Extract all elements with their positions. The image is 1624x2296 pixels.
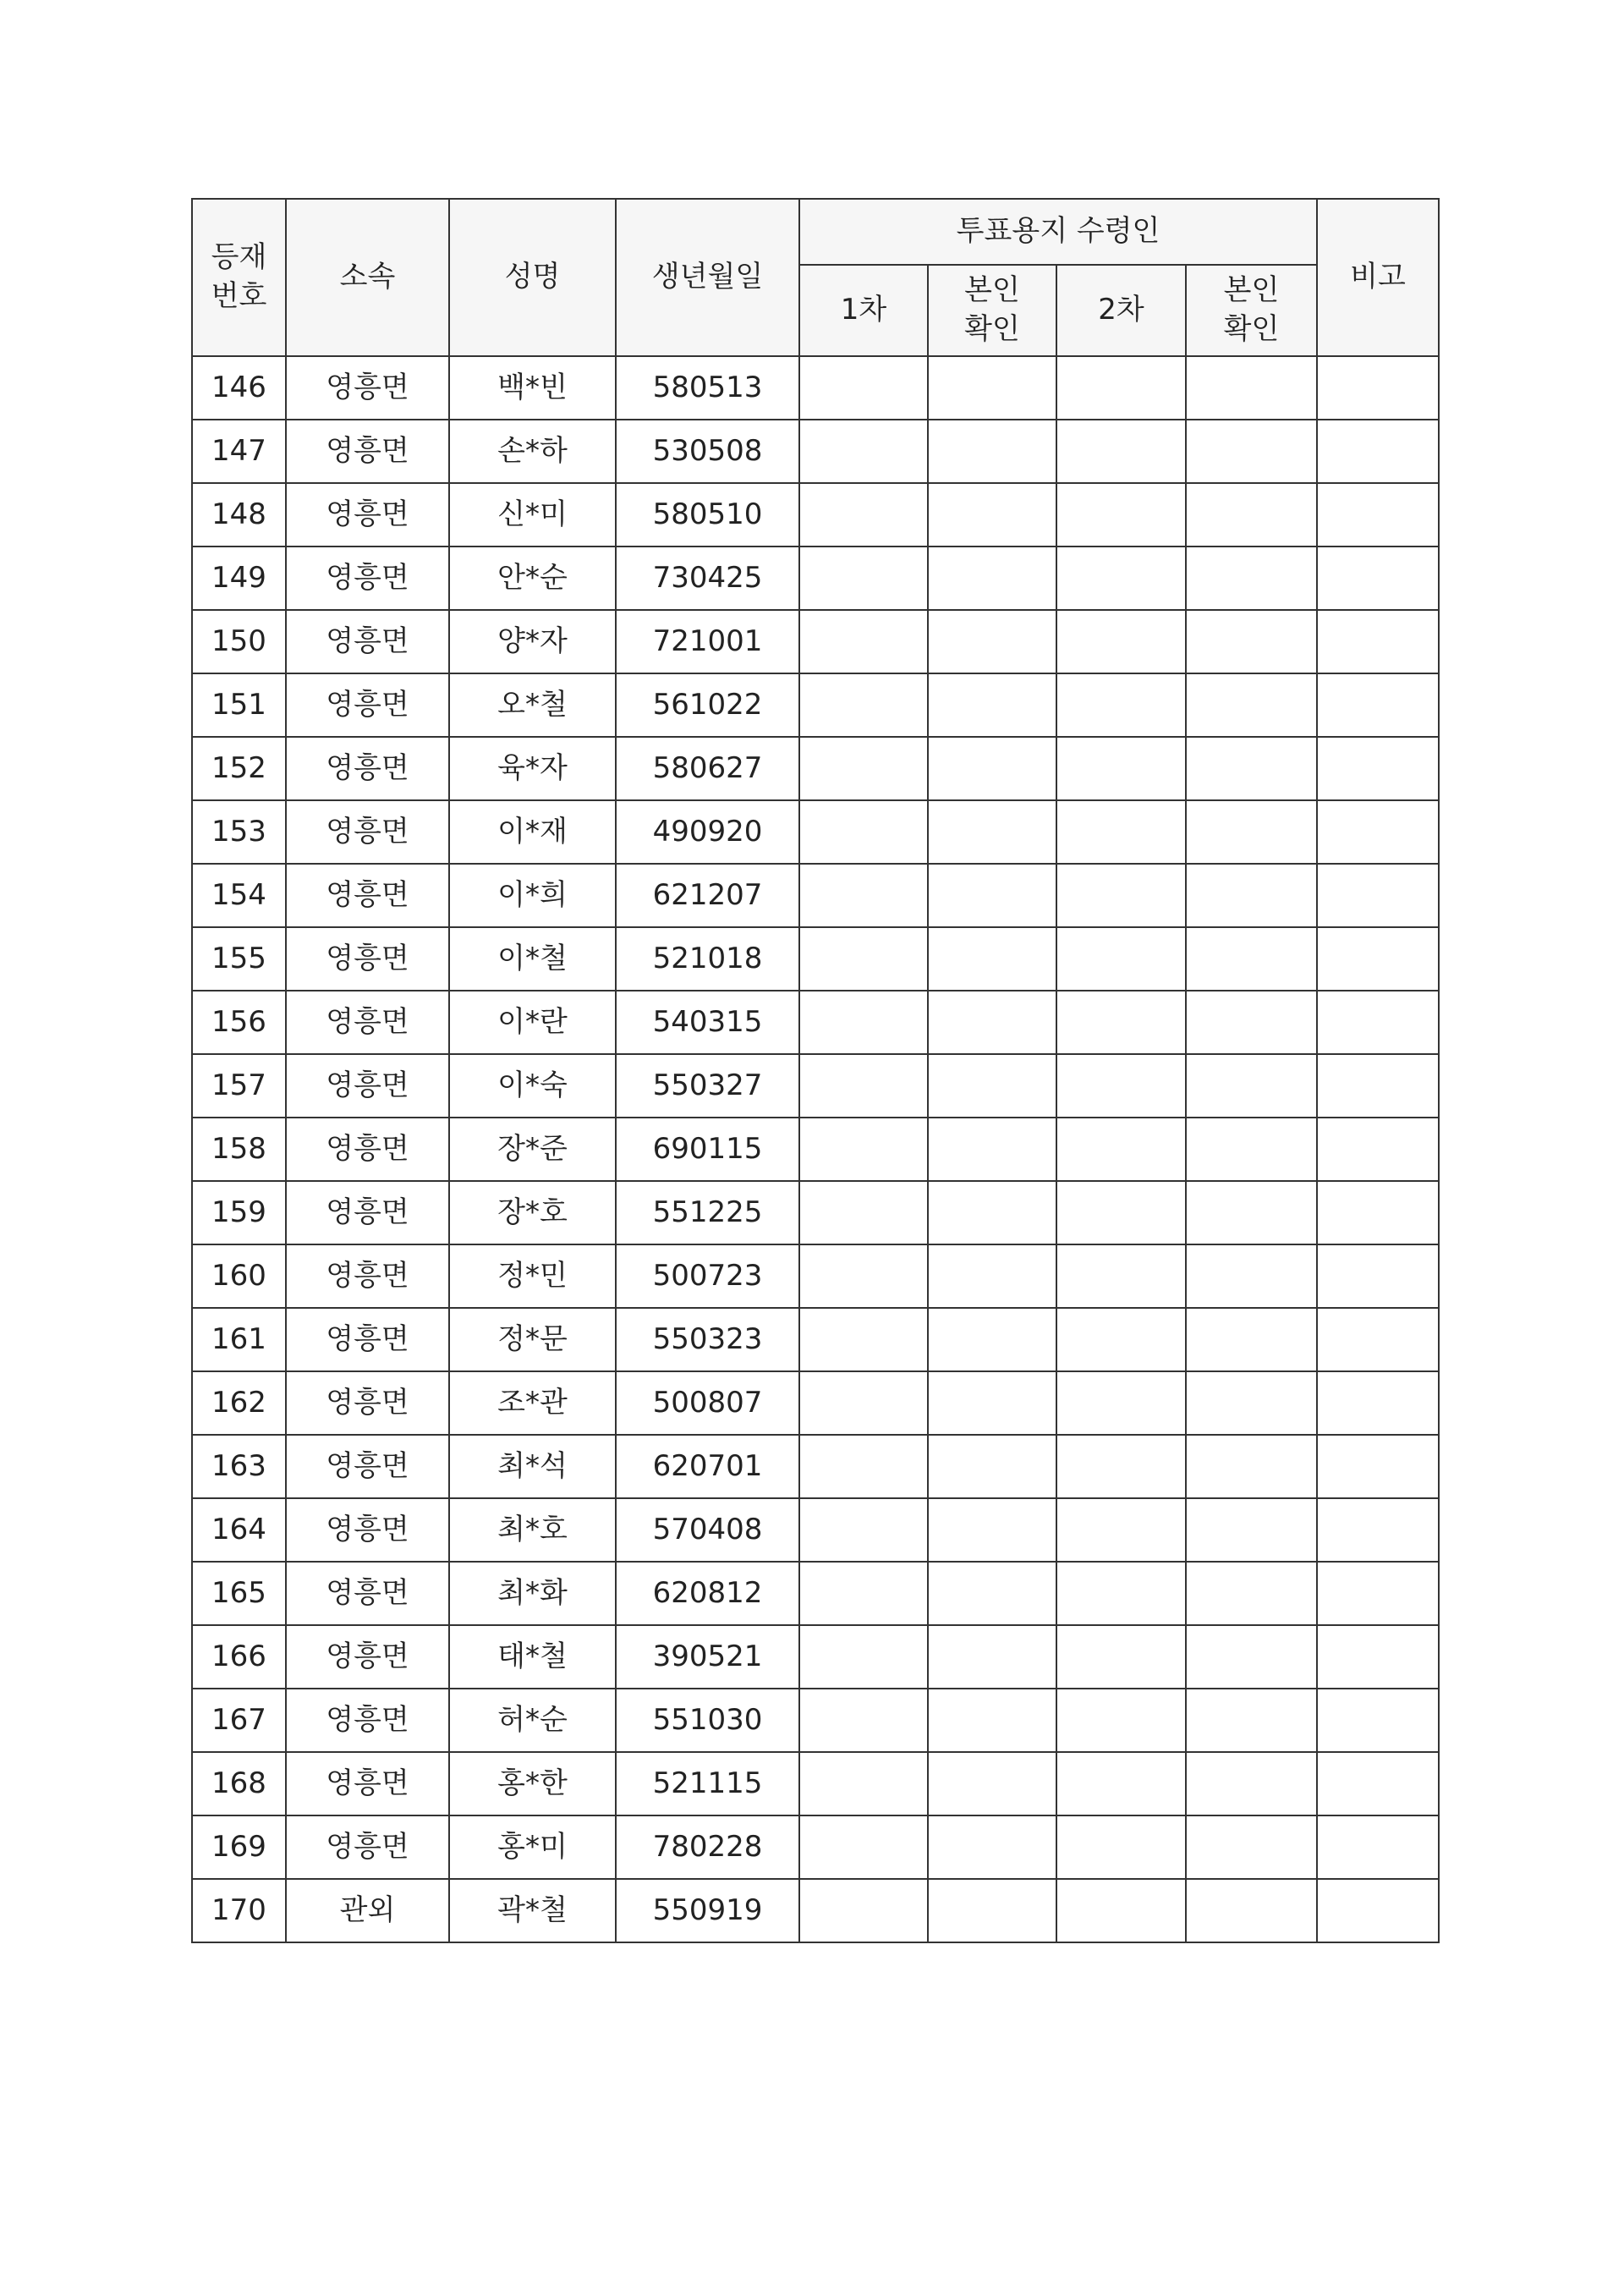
cell-name: 안*순 (449, 547, 616, 610)
cell-reg-no: 155 (192, 927, 286, 991)
cell-round-1 (799, 1689, 928, 1752)
cell-self-check-2 (1186, 1625, 1317, 1689)
cell-dept: 영흥면 (286, 356, 449, 420)
cell-round-1 (799, 1625, 928, 1689)
table-row (192, 1244, 1439, 1308)
cell-note (1317, 1752, 1439, 1815)
table-row (192, 356, 1439, 420)
cell-name: 손*하 (449, 420, 616, 483)
cell-self-check-1 (928, 1815, 1056, 1879)
cell-round-2 (1056, 1689, 1186, 1752)
cell-birth: 721001 (616, 610, 799, 673)
cell-self-check-2 (1186, 927, 1317, 991)
cell-note (1317, 1308, 1439, 1371)
cell-reg-no: 164 (192, 1498, 286, 1562)
cell-birth: 730425 (616, 547, 799, 610)
cell-dept: 영흥면 (286, 483, 449, 547)
cell-round-1 (799, 927, 928, 991)
header-ballot-recipient: 투표용지 수령인 (799, 199, 1317, 265)
cell-note (1317, 1054, 1439, 1118)
cell-self-check-1 (928, 1752, 1056, 1815)
cell-dept: 영흥면 (286, 737, 449, 800)
cell-dept: 영흥면 (286, 1244, 449, 1308)
cell-reg-no: 169 (192, 1815, 286, 1879)
cell-birth: 551225 (616, 1181, 799, 1244)
cell-self-check-1 (928, 1371, 1056, 1435)
cell-name: 최*석 (449, 1435, 616, 1498)
cell-dept: 영흥면 (286, 1689, 449, 1752)
cell-birth: 550327 (616, 1054, 799, 1118)
cell-note (1317, 420, 1439, 483)
cell-name: 최*호 (449, 1498, 616, 1562)
cell-self-check-1 (928, 483, 1056, 547)
cell-note (1317, 991, 1439, 1054)
cell-birth: 551030 (616, 1689, 799, 1752)
cell-name: 신*미 (449, 483, 616, 547)
cell-birth: 580627 (616, 737, 799, 800)
table-row (192, 864, 1439, 927)
header-birth: 생년월일 (616, 199, 799, 356)
table-row (192, 420, 1439, 483)
cell-name: 장*준 (449, 1118, 616, 1181)
cell-round-1 (799, 1308, 928, 1371)
table-header (192, 199, 1439, 356)
cell-round-1 (799, 1181, 928, 1244)
cell-note (1317, 1625, 1439, 1689)
table-body (192, 356, 1439, 1942)
cell-self-check-1 (928, 991, 1056, 1054)
cell-dept: 영흥면 (286, 927, 449, 991)
cell-reg-no: 165 (192, 1562, 286, 1625)
cell-round-2 (1056, 1815, 1186, 1879)
cell-round-1 (799, 800, 928, 864)
cell-self-check-2 (1186, 800, 1317, 864)
cell-round-1 (799, 1371, 928, 1435)
cell-dept: 영흥면 (286, 1308, 449, 1371)
table-row (192, 1435, 1439, 1498)
cell-birth: 621207 (616, 864, 799, 927)
cell-name: 이*철 (449, 927, 616, 991)
header-round-2: 2차 (1056, 265, 1186, 356)
cell-reg-no: 158 (192, 1118, 286, 1181)
cell-self-check-2 (1186, 864, 1317, 927)
cell-dept: 영흥면 (286, 1054, 449, 1118)
cell-self-check-2 (1186, 737, 1317, 800)
table-row (192, 1562, 1439, 1625)
cell-round-2 (1056, 1752, 1186, 1815)
cell-round-2 (1056, 483, 1186, 547)
cell-reg-no: 159 (192, 1181, 286, 1244)
cell-note (1317, 1689, 1439, 1752)
cell-round-2 (1056, 1181, 1186, 1244)
cell-dept: 관외 (286, 1879, 449, 1942)
cell-dept: 영흥면 (286, 1815, 449, 1879)
cell-round-1 (799, 1752, 928, 1815)
cell-birth: 550323 (616, 1308, 799, 1371)
cell-round-2 (1056, 1498, 1186, 1562)
cell-name: 양*자 (449, 610, 616, 673)
cell-reg-no: 166 (192, 1625, 286, 1689)
cell-round-1 (799, 673, 928, 737)
table-row (192, 1308, 1439, 1371)
cell-note (1317, 547, 1439, 610)
cell-round-2 (1056, 1562, 1186, 1625)
cell-dept: 영흥면 (286, 1752, 449, 1815)
table-row (192, 1118, 1439, 1181)
cell-self-check-1 (928, 800, 1056, 864)
cell-round-1 (799, 1562, 928, 1625)
cell-reg-no: 161 (192, 1308, 286, 1371)
cell-reg-no: 148 (192, 483, 286, 547)
cell-round-2 (1056, 1435, 1186, 1498)
cell-round-2 (1056, 547, 1186, 610)
cell-round-1 (799, 420, 928, 483)
cell-round-2 (1056, 356, 1186, 420)
cell-name: 장*호 (449, 1181, 616, 1244)
cell-self-check-1 (928, 1562, 1056, 1625)
cell-name: 이*숙 (449, 1054, 616, 1118)
cell-round-2 (1056, 927, 1186, 991)
cell-self-check-2 (1186, 547, 1317, 610)
cell-self-check-2 (1186, 1815, 1317, 1879)
cell-self-check-1 (928, 1118, 1056, 1181)
header-self-check-2: 본인 확인 (1186, 265, 1317, 356)
cell-self-check-2 (1186, 1879, 1317, 1942)
cell-self-check-1 (928, 1689, 1056, 1752)
cell-round-1 (799, 737, 928, 800)
cell-dept: 영흥면 (286, 864, 449, 927)
cell-round-1 (799, 1244, 928, 1308)
cell-birth: 550919 (616, 1879, 799, 1942)
cell-name: 백*빈 (449, 356, 616, 420)
cell-round-2 (1056, 800, 1186, 864)
cell-note (1317, 356, 1439, 420)
cell-round-2 (1056, 673, 1186, 737)
cell-note (1317, 1879, 1439, 1942)
cell-self-check-1 (928, 1308, 1056, 1371)
cell-name: 홍*미 (449, 1815, 616, 1879)
cell-round-1 (799, 547, 928, 610)
cell-round-1 (799, 864, 928, 927)
cell-birth: 620812 (616, 1562, 799, 1625)
cell-round-1 (799, 483, 928, 547)
cell-reg-no: 151 (192, 673, 286, 737)
cell-dept: 영흥면 (286, 673, 449, 737)
cell-birth: 580513 (616, 356, 799, 420)
cell-note (1317, 673, 1439, 737)
cell-round-1 (799, 356, 928, 420)
cell-birth: 780228 (616, 1815, 799, 1879)
cell-self-check-2 (1186, 1118, 1317, 1181)
cell-self-check-2 (1186, 1498, 1317, 1562)
cell-birth: 540315 (616, 991, 799, 1054)
header-reg-no: 등재 번호 (192, 199, 286, 356)
cell-name: 육*자 (449, 737, 616, 800)
cell-round-1 (799, 991, 928, 1054)
cell-note (1317, 800, 1439, 864)
cell-birth: 570408 (616, 1498, 799, 1562)
cell-name: 정*민 (449, 1244, 616, 1308)
cell-round-1 (799, 1498, 928, 1562)
cell-self-check-1 (928, 1498, 1056, 1562)
cell-reg-no: 156 (192, 991, 286, 1054)
cell-name: 정*문 (449, 1308, 616, 1371)
cell-self-check-2 (1186, 1562, 1317, 1625)
cell-birth: 521115 (616, 1752, 799, 1815)
cell-name: 태*철 (449, 1625, 616, 1689)
table-row (192, 1498, 1439, 1562)
cell-note (1317, 1371, 1439, 1435)
cell-note (1317, 1435, 1439, 1498)
cell-note (1317, 1498, 1439, 1562)
cell-round-1 (799, 1054, 928, 1118)
cell-name: 이*희 (449, 864, 616, 927)
table-row (192, 1815, 1439, 1879)
table-row (192, 737, 1439, 800)
cell-note (1317, 1562, 1439, 1625)
cell-round-2 (1056, 1308, 1186, 1371)
cell-round-2 (1056, 1244, 1186, 1308)
cell-round-2 (1056, 1118, 1186, 1181)
cell-self-check-2 (1186, 1181, 1317, 1244)
cell-reg-no: 153 (192, 800, 286, 864)
cell-round-1 (799, 610, 928, 673)
table-row (192, 483, 1439, 547)
cell-self-check-2 (1186, 420, 1317, 483)
cell-reg-no: 154 (192, 864, 286, 927)
cell-round-2 (1056, 420, 1186, 483)
cell-round-1 (799, 1815, 928, 1879)
cell-self-check-2 (1186, 1752, 1317, 1815)
cell-self-check-1 (928, 1181, 1056, 1244)
cell-birth: 390521 (616, 1625, 799, 1689)
cell-self-check-1 (928, 673, 1056, 737)
table-row (192, 1054, 1439, 1118)
cell-round-2 (1056, 1054, 1186, 1118)
cell-name: 오*철 (449, 673, 616, 737)
cell-reg-no: 152 (192, 737, 286, 800)
cell-dept: 영흥면 (286, 1181, 449, 1244)
cell-self-check-2 (1186, 1689, 1317, 1752)
cell-self-check-1 (928, 864, 1056, 927)
cell-note (1317, 1181, 1439, 1244)
cell-round-2 (1056, 1879, 1186, 1942)
cell-self-check-2 (1186, 1308, 1317, 1371)
cell-round-2 (1056, 1625, 1186, 1689)
cell-round-2 (1056, 737, 1186, 800)
table-row (192, 927, 1439, 991)
header-self-check-1: 본인 확인 (928, 265, 1056, 356)
cell-birth: 620701 (616, 1435, 799, 1498)
cell-round-2 (1056, 991, 1186, 1054)
cell-dept: 영흥면 (286, 547, 449, 610)
table-row (192, 610, 1439, 673)
cell-self-check-2 (1186, 1371, 1317, 1435)
cell-note (1317, 737, 1439, 800)
cell-reg-no: 150 (192, 610, 286, 673)
cell-self-check-1 (928, 356, 1056, 420)
voter-roster-table (191, 198, 1440, 1943)
cell-note (1317, 1815, 1439, 1879)
table-row (192, 800, 1439, 864)
table-row (192, 1752, 1439, 1815)
cell-reg-no: 170 (192, 1879, 286, 1942)
cell-birth: 561022 (616, 673, 799, 737)
cell-self-check-2 (1186, 356, 1317, 420)
cell-dept: 영흥면 (286, 1118, 449, 1181)
cell-self-check-2 (1186, 1244, 1317, 1308)
cell-birth: 530508 (616, 420, 799, 483)
cell-self-check-2 (1186, 1435, 1317, 1498)
table-row (192, 1625, 1439, 1689)
cell-dept: 영흥면 (286, 1371, 449, 1435)
cell-reg-no: 167 (192, 1689, 286, 1752)
cell-name: 조*관 (449, 1371, 616, 1435)
cell-reg-no: 163 (192, 1435, 286, 1498)
cell-self-check-1 (928, 1625, 1056, 1689)
cell-self-check-1 (928, 420, 1056, 483)
cell-reg-no: 160 (192, 1244, 286, 1308)
cell-note (1317, 927, 1439, 991)
cell-note (1317, 1118, 1439, 1181)
cell-name: 이*재 (449, 800, 616, 864)
cell-birth: 500807 (616, 1371, 799, 1435)
cell-dept: 영흥면 (286, 800, 449, 864)
cell-self-check-2 (1186, 483, 1317, 547)
cell-self-check-1 (928, 927, 1056, 991)
cell-reg-no: 146 (192, 356, 286, 420)
cell-dept: 영흥면 (286, 1625, 449, 1689)
cell-self-check-1 (928, 610, 1056, 673)
cell-round-1 (799, 1435, 928, 1498)
cell-self-check-2 (1186, 991, 1317, 1054)
cell-round-2 (1056, 610, 1186, 673)
table-row (192, 1371, 1439, 1435)
cell-round-1 (799, 1118, 928, 1181)
cell-self-check-1 (928, 1244, 1056, 1308)
table-row (192, 1879, 1439, 1942)
cell-dept: 영흥면 (286, 1435, 449, 1498)
table-row (192, 1689, 1439, 1752)
cell-reg-no: 147 (192, 420, 286, 483)
header-round-1: 1차 (799, 265, 928, 356)
cell-birth: 580510 (616, 483, 799, 547)
cell-dept: 영흥면 (286, 991, 449, 1054)
table-row (192, 673, 1439, 737)
table-row (192, 1181, 1439, 1244)
header-name: 성명 (449, 199, 616, 356)
cell-round-1 (799, 1879, 928, 1942)
cell-dept: 영흥면 (286, 1562, 449, 1625)
cell-birth: 500723 (616, 1244, 799, 1308)
cell-dept: 영흥면 (286, 1498, 449, 1562)
cell-self-check-2 (1186, 673, 1317, 737)
cell-note (1317, 610, 1439, 673)
cell-note (1317, 1244, 1439, 1308)
cell-birth: 521018 (616, 927, 799, 991)
header-note: 비고 (1317, 199, 1439, 356)
cell-name: 곽*철 (449, 1879, 616, 1942)
table-row (192, 991, 1439, 1054)
cell-note (1317, 864, 1439, 927)
cell-self-check-1 (928, 1879, 1056, 1942)
cell-reg-no: 162 (192, 1371, 286, 1435)
cell-self-check-1 (928, 1054, 1056, 1118)
cell-dept: 영흥면 (286, 610, 449, 673)
cell-name: 이*란 (449, 991, 616, 1054)
cell-round-2 (1056, 1371, 1186, 1435)
cell-name: 홍*한 (449, 1752, 616, 1815)
cell-self-check-2 (1186, 610, 1317, 673)
cell-self-check-2 (1186, 1054, 1317, 1118)
header-dept: 소속 (286, 199, 449, 356)
cell-reg-no: 149 (192, 547, 286, 610)
cell-birth: 690115 (616, 1118, 799, 1181)
cell-birth: 490920 (616, 800, 799, 864)
cell-self-check-1 (928, 1435, 1056, 1498)
cell-reg-no: 157 (192, 1054, 286, 1118)
cell-reg-no: 168 (192, 1752, 286, 1815)
cell-name: 최*화 (449, 1562, 616, 1625)
cell-self-check-1 (928, 737, 1056, 800)
table-row (192, 547, 1439, 610)
cell-name: 허*순 (449, 1689, 616, 1752)
cell-note (1317, 483, 1439, 547)
cell-round-2 (1056, 864, 1186, 927)
cell-self-check-1 (928, 547, 1056, 610)
cell-dept: 영흥면 (286, 420, 449, 483)
